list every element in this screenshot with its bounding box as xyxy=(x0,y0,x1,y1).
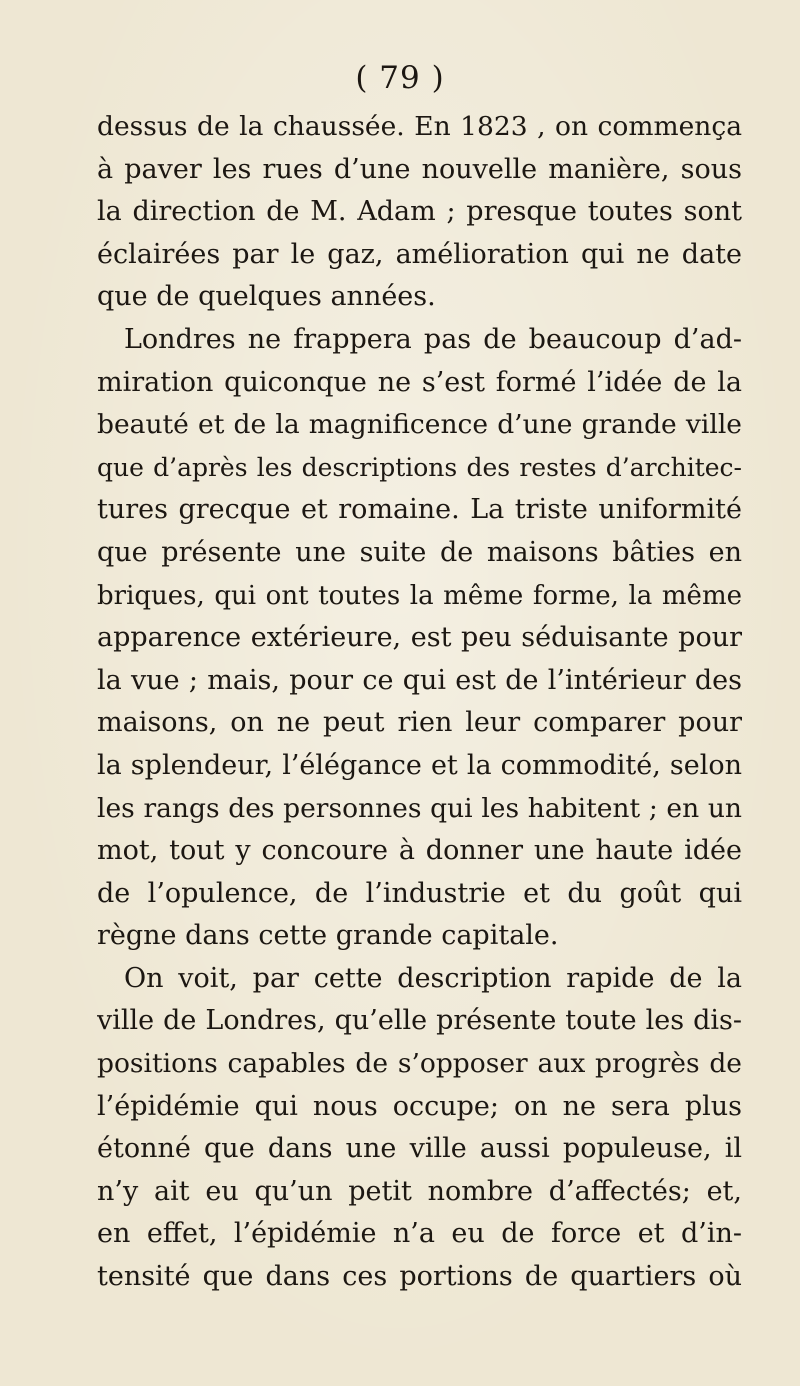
text-line: Londres ne frappera pas de beaucoup d’ad- xyxy=(124,323,742,355)
text-line: tures grecque et romaine. La triste uniformité xyxy=(97,494,742,526)
text-line: positions capables de s’opposer aux progrès de xyxy=(97,1048,742,1080)
text-line: miration quiconque ne s’est formé l’idée de la xyxy=(97,366,742,398)
text-line: n’y ait eu qu’un petit nombre d’affectés; et, xyxy=(97,1175,742,1207)
text-line: beauté et de la magnificence d’une grande ville xyxy=(97,409,742,441)
text-line: que présente une suite de maisons bâties en xyxy=(97,536,742,568)
text-line: On voit, par cette description rapide de la xyxy=(124,962,742,994)
page-number: ( 79 ) xyxy=(355,60,445,96)
text-line: l’épidémie qui nous occupe; on ne sera plus xyxy=(97,1090,742,1122)
text-line: apparence extérieure, est peu séduisante pour xyxy=(97,622,742,654)
text-line: règne dans cette grande capitale. xyxy=(97,920,559,952)
text-line: à paver les rues d’une nouvelle manière, sous xyxy=(97,153,742,185)
body-text xyxy=(97,106,742,1299)
text-line: briques, qui ont toutes la même forme, la même xyxy=(97,580,742,611)
text-line: dessus de la chaussée. En 1823 , on commença xyxy=(97,111,742,142)
text-line: les rangs des personnes qui les habitent ; en un xyxy=(97,792,742,824)
text-line: tensité que dans ces portions de quartiers où xyxy=(97,1261,742,1293)
text-line: que d’après les descriptions des restes d’architec- xyxy=(97,452,742,482)
text-line: de l’opulence, de l’industrie et du goût qui xyxy=(97,877,742,909)
text-line: ville de Londres, qu’elle présente toute les dis- xyxy=(97,1005,742,1037)
text-line: mot, tout y concoure à donner une haute idée xyxy=(97,835,742,867)
text-line: maisons, on ne peut rien leur comparer pour xyxy=(97,707,742,739)
text-line: la splendeur, l’élégance et la commodité, selon xyxy=(97,749,742,781)
text-line: éclairées par le gaz, amélioration qui ne date xyxy=(97,238,742,270)
text-line: en effet, l’épidémie n’a eu de force et d’in- xyxy=(97,1218,742,1250)
text-line: la direction de M. Adam ; presque toutes sont xyxy=(97,196,742,228)
text-line: étonné que dans une ville aussi populeuse, il xyxy=(97,1133,742,1165)
text-line: la vue ; mais, pour ce qui est de l’intérieur des xyxy=(97,664,742,696)
text-line: que de quelques années. xyxy=(97,281,436,313)
